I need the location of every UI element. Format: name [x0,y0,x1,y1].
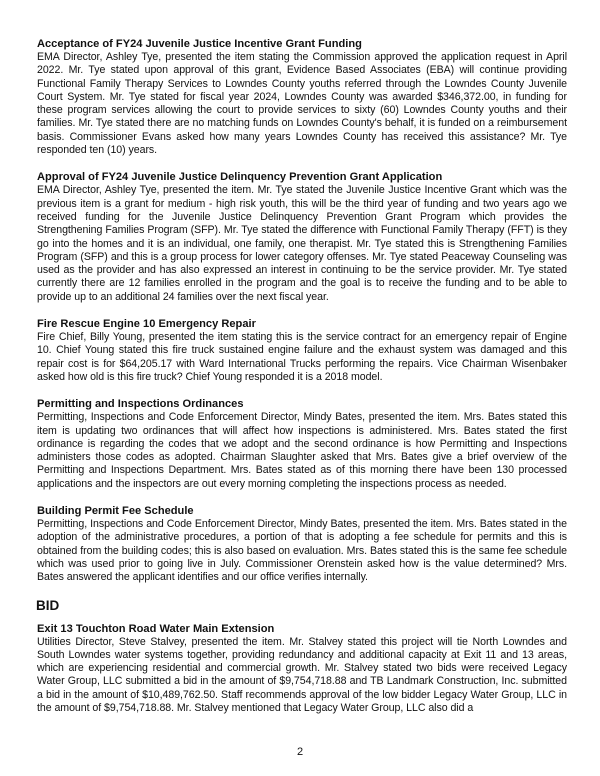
section-body: EMA Director, Ashley Tye, presented the item. Mr. Tye stated the Juvenile Justice Incentive Grant which was the previous item is a grant for medium - high risk youth, this will be the third year of funding and two years ago we received funding for the Juvenile Justice Delinquency Prevention Grant Program which provides the Strengthening Families Program (SFP). Mr. Tye stated the difference with Functional Family Therapy (FFT) is they go into the homes and it is an individual, one family, one therapist. Mr. Tye stated this is Strengthening Families Program (SFP) and this is a group process for lower category offenses. Mr. Tye stated Peaceway Counseling was used as the provider and has also expressed an interest in continuing to be the service provider. Mr. Tye stated currently there are 12 families enrolled in the program and the goal is to receive the funding and to be able to provide up to an additional 24 families over the next fiscal year. [37,184,567,303]
section-heading: Building Permit Fee Schedule [37,505,194,518]
section-fire-engine-repair [37,317,567,384]
section-juvenile-delinquency-grant [37,170,567,304]
section-heading: Exit 13 Touchton Road Water Main Extension [37,622,275,635]
section-body: Permitting, Inspections and Code Enforcement Director, Mindy Bates, presented the item. Mrs. Bates stated this item is updating two ordinances that will affect how inspections is administered. Mrs. Bates stated the first ordinance is regarding the codes that we adopt and the second ordinance is how Permitting and Inspections administers those codes as adopted. Chairman Slaughter asked that Mrs. Bates give a brief overview of the Permitting and Inspections Department. Mrs. Bates stated as of this morning there have been 130 processed applications and the inspectors are out every morning completing the inspections process as needed. [37,411,567,490]
section-juvenile-incentive-grant [37,37,567,157]
section-body: Utilities Director, Steve Stalvey, presented the item. Mr. Stalvey stated this project will tie North Lowndes and South Lowndes water systems together, providing redundancy and additional capacity at Exit 11 and 13 areas, which are experiencing residential and commercial growth. Mr. Stalvey stated two bids were received Legacy Water Group, LLC submitted a bid in the amount of $9,754,718.88 and TB Landmark Construction, Inc. submitted a bid in the amount of $10,489,762.50. Staff recommends approval of the low bidder Legacy Water Group, LLC in the amount of $9,754,718.88. Mr. Stalvey mentioned that Legacy Water Group, LLC also did a [37,635,567,714]
bid-major-heading: BID [36,597,60,613]
section-body: Permitting, Inspections and Code Enforcement Director, Mindy Bates, presented the item. Mrs. Bates stated in the adoption of the administrative procedures, a portion of that is adopting a fee schedule for permits and this is obtained from the building codes; this is also based on evaluation. Mrs. Bates stated this is the same fee schedule which was used prior to going live in July. Commissioner Orenstein asked how is the value determined? Mrs. Bates answered the applicant identifies and our office verifies internally. [37,518,567,584]
section-heading: Permitting and Inspections Ordinances [37,398,244,411]
document-page [37,37,567,728]
section-water-main-extension [37,622,567,716]
section-body: EMA Director, Ashley Tye, presented the item stating the Commission approved the application request in April 2022. Mr. Tye stated upon approval of this grant, Evidence Based Associates (EBA) will continue providing Functional Family Therapy Services to Lowndes County youths referred through the Lowndes County Juvenile Court System. Mr. Tye stated for fiscal year 2024, Lowndes County was awarded $346,372.00, in funding for these program services allowing the court to provide services to sixty (60) Lowndes County youths and their families. Mr. Tye stated there are no matching funds on Lowndes County's behalf, it is funded on a reimbursement basis. Commissioner Evans asked how many years Lowndes County has received this assistance? Mr. Tye responded ten (10) years. [37,51,567,157]
section-heading: Fire Rescue Engine 10 Emergency Repair [37,318,256,331]
section-heading: Acceptance of FY24 Juvenile Justice Incentive Grant Funding [37,38,362,50]
section-heading: Approval of FY24 Juvenile Justice Delinquency Prevention Grant Application [37,171,443,184]
section-permitting-ordinances [37,397,567,491]
section-building-permit-fee [37,504,567,584]
section-body: Fire Chief, Billy Young, presented the item stating this is the service contract for an emergency repair of Engine 10. Chief Young stated this fire truck sustained engine failure and the exhaust system was damaged and this repair cost is for $64,205.17 with Ward International Trucks performing the repairs. Vice Chairman Wisenbaker asked how old is this fire truck? Chief Young responded it is a 2018 model. [37,331,567,383]
page-number: 2 [296,746,304,758]
